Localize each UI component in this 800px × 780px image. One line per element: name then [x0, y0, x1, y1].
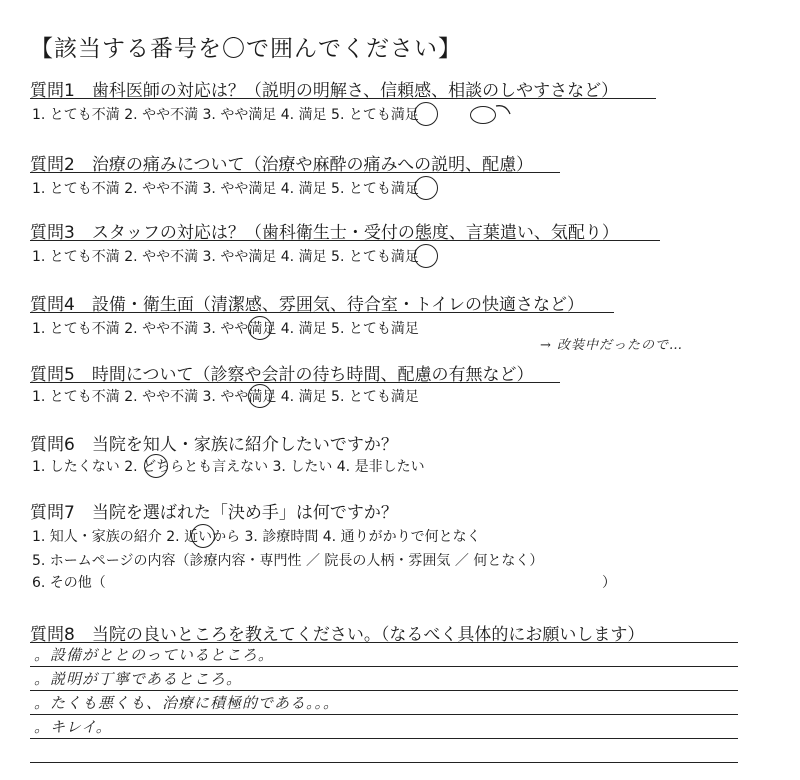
- q8-answer-line-4: 。キレイ。: [34, 718, 112, 736]
- question-2-heading: 質問2 治療の痛みについて（治療や麻酔の痛みへの説明、配慮）: [30, 155, 534, 175]
- question-7-options-line3: 6. その他（: [32, 575, 106, 591]
- question-4-options: 1. とても不満 2. やや不満 3. やや満足 4. 満足 5. とても満足: [32, 321, 419, 337]
- question-6-options: 1. したくない 2. どちらとも言えない 3. したい 4. 是非したい: [32, 459, 425, 475]
- question-7-options-line2: 5. ホームページの内容（診療内容・専門性 ／ 院長の人柄・雰囲気 ／ 何となく）: [32, 553, 544, 569]
- question-5-options: 1. とても不満 2. やや不満 3. やや満足 4. 満足 5. とても満足: [32, 389, 419, 405]
- question-4-heading: 質問4 設備・衛生面（清潔感、雰囲気、待合室・トイレの快適さなど）: [30, 295, 584, 315]
- question-8-heading: 質問8 当院の良いところを教えてください。（なるべく具体的にお願いします）: [30, 625, 645, 645]
- q8-answer-line-3: 。たくも悪くも、治療に積極的である。。。: [34, 694, 340, 712]
- question-7-heading: 質問7 当院を選ばれた「決め手」は何ですか？: [30, 503, 398, 523]
- question-7-other-close: ）: [602, 575, 616, 591]
- question-1-heading: 質問1 歯科医師の対応は？（説明の明解さ、信頼感、相談のしやすさなど）: [30, 81, 619, 101]
- question-4-handwritten-note: → 改装中だったので…: [540, 338, 684, 353]
- question-3-heading: 質問3 スタッフの対応は？（歯科衛生士・受付の態度、言葉遣い、気配り）: [30, 223, 619, 243]
- question-7-options-line1: 1. 知人・家族の紹介 2. 近いから 3. 診療時間 4. 通りがかりで何となく: [32, 529, 481, 545]
- instruction-title: 【該当する番号を〇で囲んでください】: [30, 36, 462, 62]
- question-2-options: 1. とても不満 2. やや不満 3. やや満足 4. 満足 5. とても満足: [32, 181, 419, 197]
- q8-answer-line-1: 。設備がととのっているところ。: [34, 646, 274, 664]
- question-6-heading: 質問6 当院を知人・家族に紹介したいですか？: [30, 435, 398, 455]
- question-1-options: 1. とても不満 2. やや不満 3. やや満足 4. 満足 5. とても満足: [32, 107, 419, 123]
- q8-answer-line-2: 。説明が丁寧であるところ。: [34, 670, 243, 688]
- question-5-heading: 質問5 時間について（診察や会計の待ち時間、配慮の有無など）: [30, 365, 534, 385]
- question-3-options: 1. とても不満 2. やや不満 3. やや満足 4. 満足 5. とても満足: [32, 249, 419, 265]
